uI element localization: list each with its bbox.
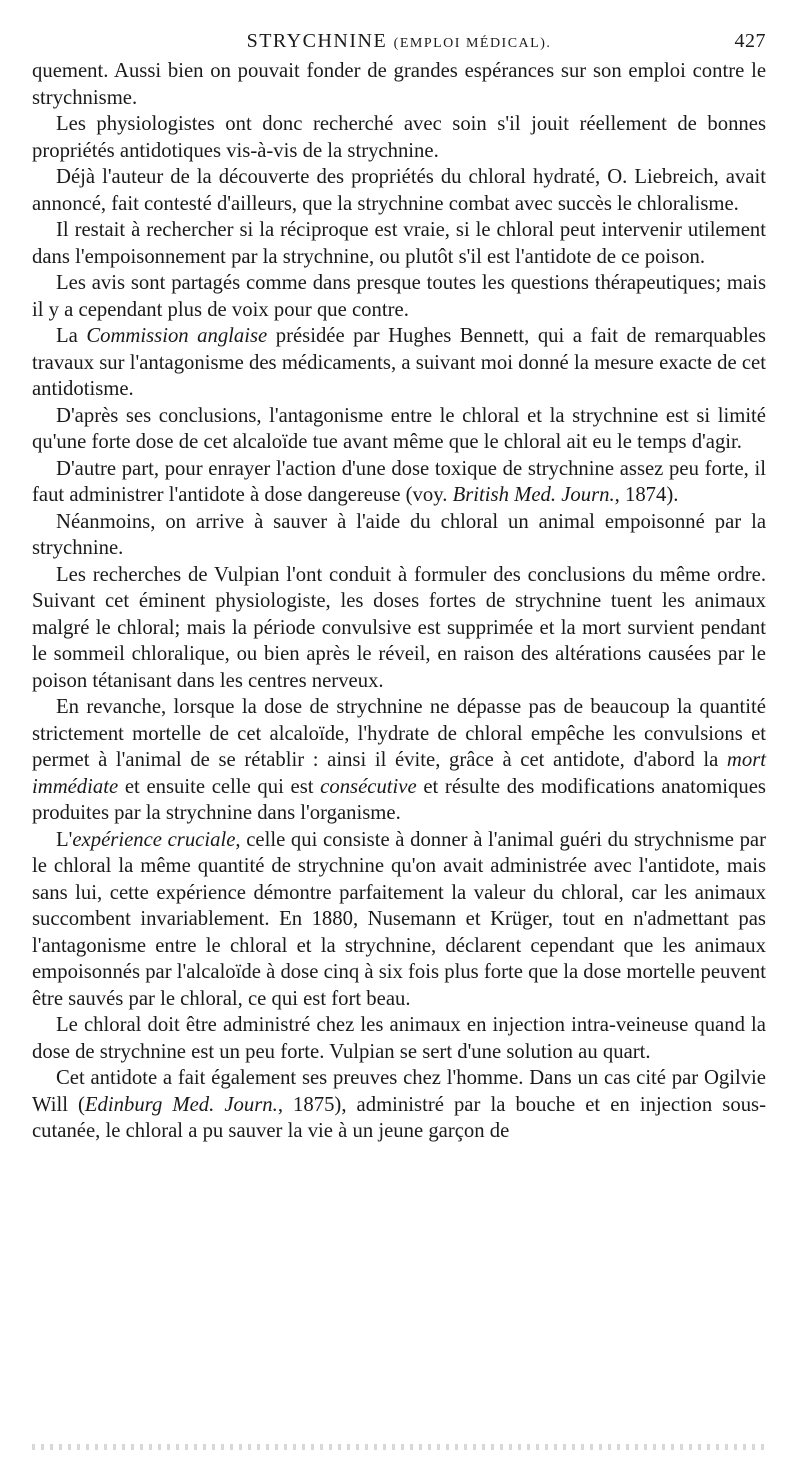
italic-title: Commission anglaise (86, 325, 268, 347)
paragraph (32, 562, 766, 695)
paragraph (32, 403, 766, 456)
paragraph (32, 217, 766, 270)
text-segment: Cet antidote a fait également ses preuves chez l'homme. Dans un cas cité par Ogilvie Will ( (32, 1067, 766, 1116)
text-segment: Déjà l'auteur de la découverte des propriétés du chloral hydraté, O. Liebreich, avait annoncé, fait contesté d'ailleurs, que la strychnine combat avec succès le chloralisme. (32, 166, 766, 215)
text-segment: , 1875), administré par la bouche et en injection sous-cutanée, le chloral a pu sauver la vie à un jeune garçon de (32, 1093, 766, 1142)
paragraph (32, 111, 766, 164)
body-text (32, 58, 766, 1145)
italic-citation: British Med. Journ. (452, 484, 615, 506)
text-segment: et ensuite celle qui est (118, 775, 321, 798)
text-segment: Les physiologistes ont donc recherché avec soin s'il jouit réellement de bonnes propriétés antidotiques vis-à-vis de la strychnine. (32, 113, 766, 162)
page-number: 427 (734, 30, 766, 52)
text-segment: Néanmoins, on arrive à sauver à l'aide du chloral un animal empoisonné par la strychnine. (32, 510, 766, 559)
book-page (32, 30, 766, 1145)
text-segment: La (56, 325, 87, 347)
running-title-subtitle: (EMPLOI MÉDICAL). (393, 36, 552, 51)
text-segment: , 1874). (614, 484, 679, 506)
paragraph (32, 456, 766, 509)
paragraph (32, 509, 766, 562)
text-segment: En revanche, lorsque la dose de strychnine ne dépasse pas de beaucoup la quantité strictement mortelle de cet alcaloïde, l'hydrate de chloral empêche les convulsions et permet à l'animal de se rétablir : ainsi il évite, grâce à cet antidote, d'abord la (32, 696, 766, 771)
paragraph (32, 827, 766, 1013)
running-title-main: STRYCHNINE (246, 30, 388, 52)
paragraph (32, 270, 766, 323)
running-header (32, 30, 766, 58)
scan-artifact-line (32, 1444, 766, 1450)
text-segment: présidée par Hughes Bennett, qui a fait de remarquables travaux sur l'antagonisme des médicaments, a suivant moi donné la mesure exacte de cet antidotisme. (32, 325, 766, 400)
text-segment: D'après ses conclusions, l'antagonisme entre le chloral et la strychnine est si limité qu'une forte dose de cet alcaloïde tue avant même que le chloral ait eu le temps d'agir. (32, 404, 766, 453)
running-title (32, 30, 766, 53)
text-segment: et résulte des modifications anatomiques produites par la strychnine dans l'organisme. (32, 775, 766, 824)
paragraph (32, 694, 766, 827)
paragraph (32, 323, 766, 403)
text-segment: Les recherches de Vulpian l'ont conduit à formuler des conclusions du même ordre. Suivant cet éminent physiologiste, les doses fortes de strychnine tuent les animaux malgré le chloral; mais la période convulsive est supprimée et la mort survient pendant le sommeil chloralique, ou bien après le réveil, en raison des altérations causées par le poison tétanisant dans les centres nerveux. (32, 563, 766, 692)
text-segment: D'autre part, pour enrayer l'action d'une dose toxique de strychnine assez peu forte, il faut administrer l'antidote à dose dangereuse (voy. (32, 457, 766, 506)
paragraph (32, 1065, 766, 1145)
italic-citation: Edinburg Med. Journ. (84, 1093, 278, 1116)
text-segment: L' (56, 828, 73, 851)
paragraph (32, 58, 766, 111)
paragraph (32, 1012, 766, 1065)
text-segment: Il restait à rechercher si la réciproque est vraie, si le chloral peut intervenir utilement dans l'empoisonnement par la strychnine, ou plutôt s'il est l'antidote de ce poison. (32, 219, 766, 268)
text-segment: quement. Aussi bien on pouvait fonder de grandes espérances sur son emploi contre le strychnisme. (32, 60, 766, 109)
italic-term: consécutive (320, 775, 417, 798)
italic-term: mort immédiate (32, 749, 766, 798)
paragraph (32, 164, 766, 217)
text-segment: Les avis sont partagés comme dans presque toutes les questions thérapeutiques; mais il y a cependant plus de voix pour que contre. (32, 272, 766, 321)
text-segment: , celle qui consiste à donner à l'animal guéri du strychnisme par le chloral la même quantité de strychnine qu'on avait administrée avec l'antidote, mais sans lui, cette expérience démontre parfaitement la valeur du chloral, car les animaux succombent invariablement. En 1880, Nusemann et Krüger, tout en n'admettant pas l'antagonisme entre le chloral et la strychnine, déclarent cependant que les animaux empoisonnés par l'alcaloïde à dose cinq à six fois plus forte que la dose mortelle peuvent être sauvés par le chloral, ce qui est fort beau. (32, 828, 766, 1010)
text-segment: Le chloral doit être administré chez les animaux en injection intra-veineuse quand la dose de strychnine est un peu forte. Vulpian se sert d'une solution au quart. (32, 1014, 766, 1063)
italic-term: expérience cruciale (72, 828, 236, 851)
